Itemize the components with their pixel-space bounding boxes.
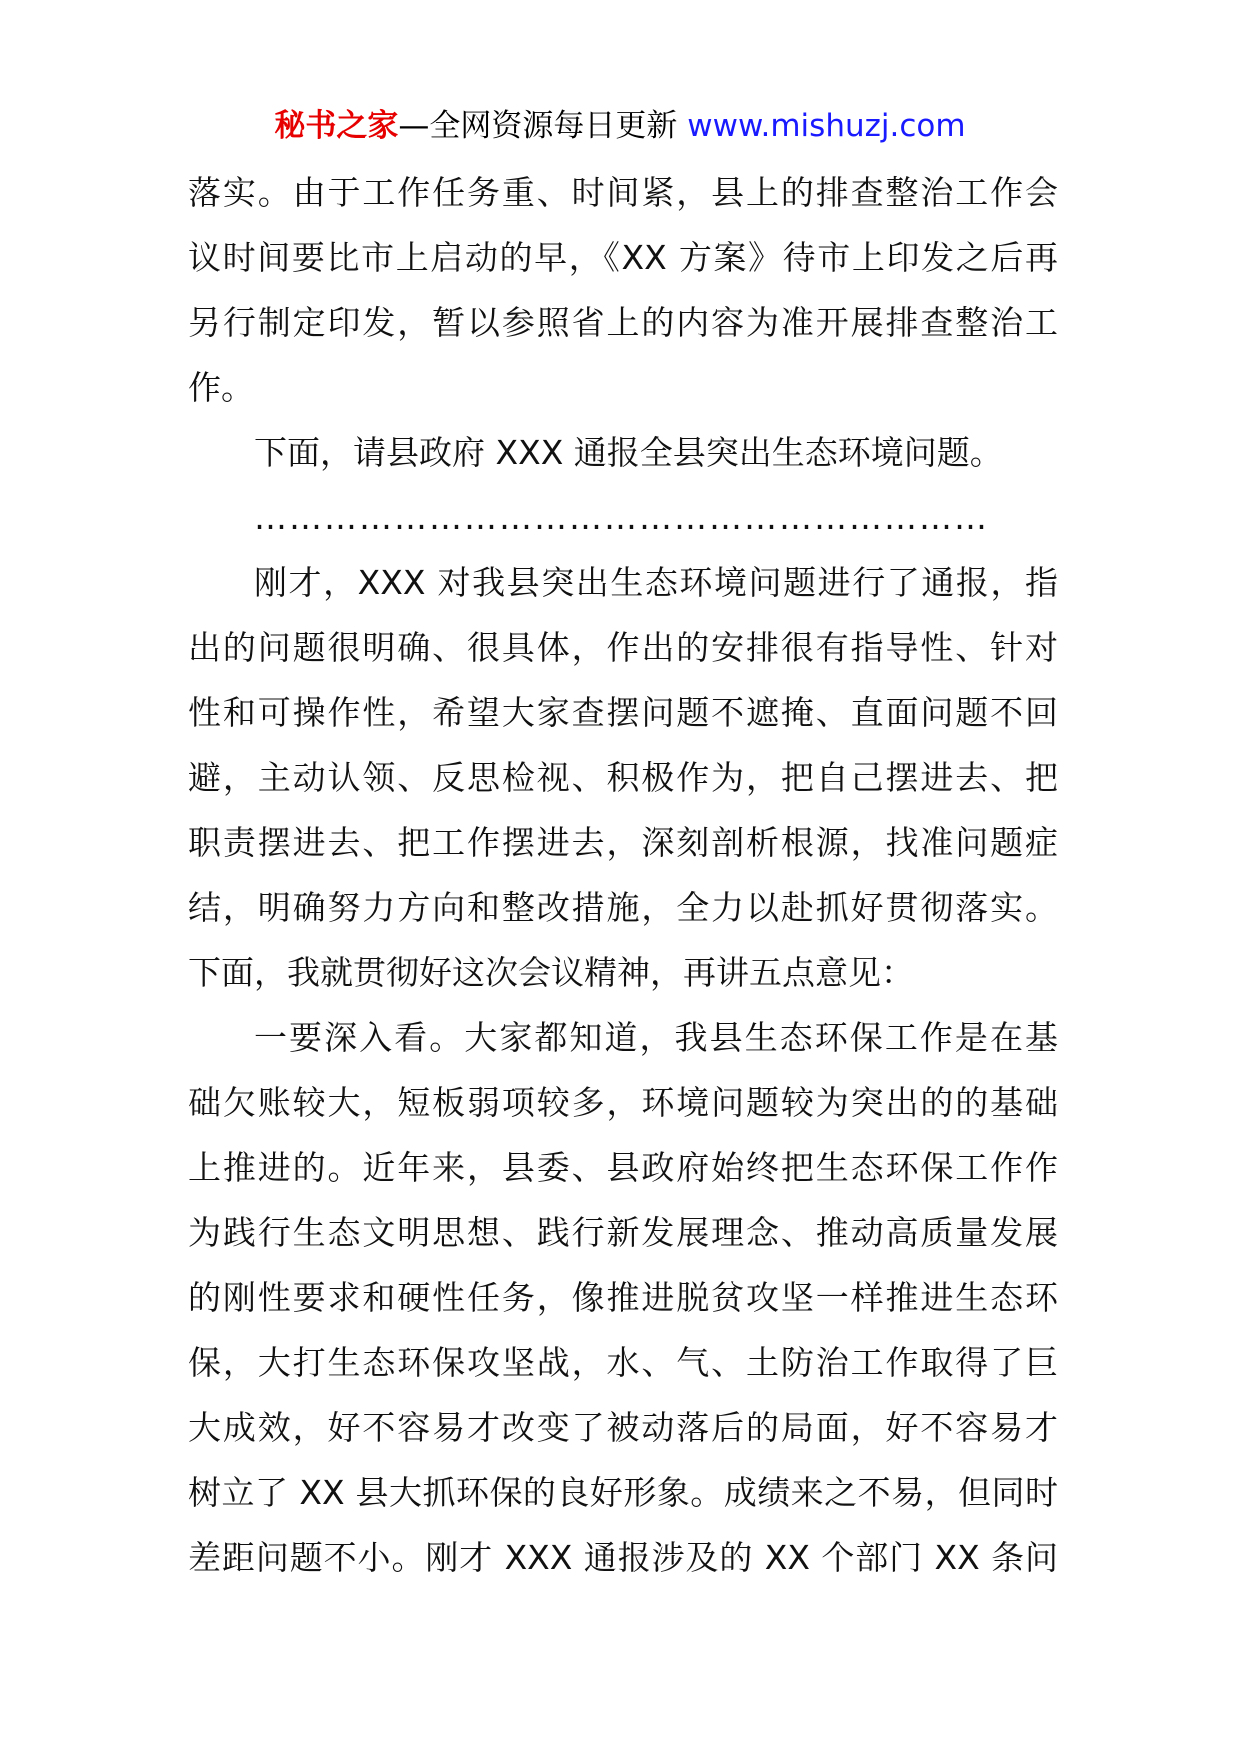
ellipsis-separator: ……………………………………………………… [254,498,989,537]
document-body [188,160,1058,1590]
text-line: 保，大打生态环保攻坚战，水、气、土防治工作取得了巨 [188,1343,1058,1382]
text-line: 的刚性要求和硬性任务，像推进脱贫攻坚一样推进生态环 [188,1278,1058,1317]
text-line: 下面，我就贯彻好这次会议精神，再讲五点意见： [188,953,914,992]
header-dash: — [398,108,430,144]
text-line: 结，明确努力方向和整改措施，全力以赴抓好贯彻落实。 [188,888,1058,927]
text-line: 础欠账较大，短板弱项较多，环境问题较为突出的的基础 [188,1083,1058,1122]
text-line: 另行制定印发，暂以参照省上的内容为准开展排查整治工 [188,303,1058,342]
brand-name: 秘书之家 [274,108,399,144]
text-line: 职责摆进去、把工作摆进去，深刻剖析根源，找准问题症 [188,823,1058,862]
text-line: 避，主动认领、反思检视、积极作为，把自己摆进去、把 [188,758,1058,797]
page-header [0,104,1240,148]
text-line: 为践行生态文明思想、践行新发展理念、推动高质量发展 [188,1213,1058,1252]
text-line: 大成效，好不容易才改变了被动落后的局面，好不容易才 [188,1408,1058,1447]
text-line: 差距问题不小。刚才 XXX 通报涉及的 XX 个部门 XX 条问 [188,1538,1058,1577]
text-line: 议时间要比市上启动的早，《XX 方案》待市上印发之后再 [188,238,1058,277]
text-line: 落实。由于工作任务重、时间紧，县上的排查整治工作会 [188,173,1058,212]
text-line: 树立了 XX 县大抓环保的良好形象。成绩来之不易，但同时 [188,1473,1058,1512]
text-line: 上推进的。近年来，县委、县政府始终把生态环保工作作 [188,1148,1058,1187]
header-url[interactable]: www.mishuzj.com [687,108,966,144]
text-line: 一要深入看。大家都知道，我县生态环保工作是在基 [254,1018,1058,1057]
text-line: 下面，请县政府 XXX 通报全县突出生态环境问题。 [254,433,1003,472]
text-line: 性和可操作性，希望大家查摆问题不遮掩、直面问题不回 [188,693,1058,732]
text-line: 出的问题很明确、很具体，作出的安排很有指导性、针对 [188,628,1058,667]
text-line: 作。 [188,368,254,407]
header-tagline: 全网资源每日更新 [429,108,678,144]
text-line: 刚才，XXX 对我县突出生态环境问题进行了通报，指 [254,563,1058,602]
